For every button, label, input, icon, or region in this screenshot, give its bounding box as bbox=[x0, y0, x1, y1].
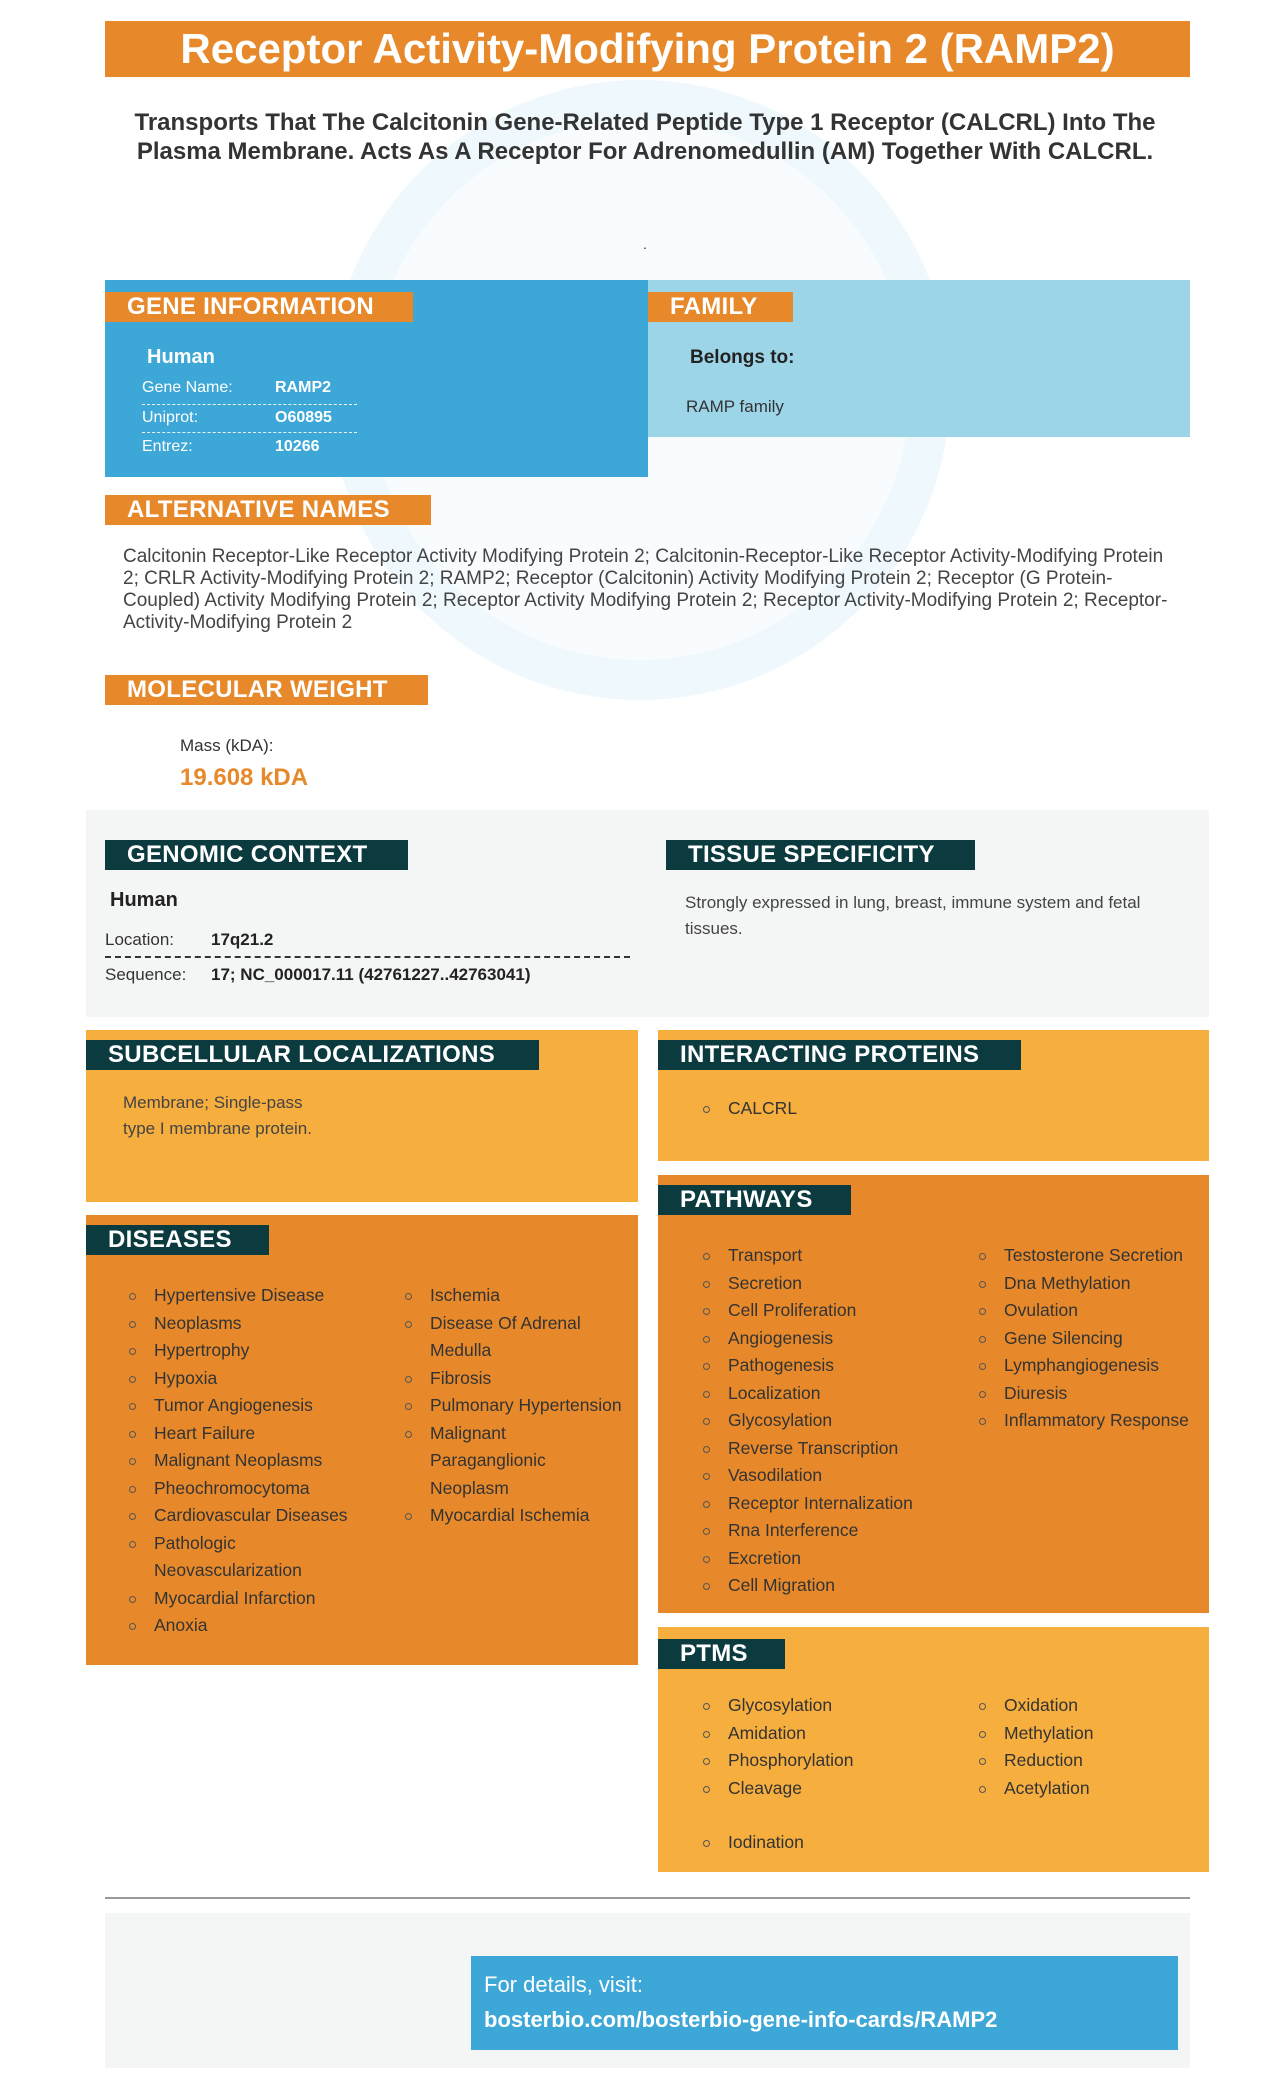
diseases-list-col2 bbox=[405, 1282, 630, 1530]
list-item[interactable]: Cell Migration bbox=[703, 1572, 963, 1600]
footer-link-box[interactable] bbox=[471, 1956, 1178, 2050]
list-item[interactable]: Malignant Neoplasms bbox=[129, 1447, 379, 1475]
page-subtitle: Transports That The Calcitonin Gene-Related Peptide Type 1 Receptor (CALCRL) Into The Plasma Membrane. Acts As A Receptor For Adrenomedullin (AM) Together With CALCRL. bbox=[134, 109, 1156, 165]
footer-link[interactable]: bosterbio.com/bosterbio-gene-info-cards/RAMP2 bbox=[484, 2007, 998, 2032]
list-item[interactable]: Diuresis bbox=[979, 1380, 1204, 1408]
mass-value: 19.608 kDA bbox=[180, 764, 309, 791]
list-item[interactable]: CALCRL bbox=[703, 1095, 797, 1123]
ptms-list-col2 bbox=[979, 1692, 1204, 1802]
gene-info-species: Human bbox=[147, 346, 215, 368]
gene-name-row bbox=[142, 377, 357, 405]
uniprot-row bbox=[142, 405, 357, 433]
list-item[interactable]: Vasodilation bbox=[703, 1462, 963, 1490]
subcellular-panel bbox=[86, 1030, 638, 1202]
list-item[interactable]: Malignant Paraganglionic Neoplasm bbox=[405, 1420, 560, 1503]
list-item[interactable]: Transport bbox=[703, 1242, 963, 1270]
gene-info-panel bbox=[105, 280, 648, 477]
entrez-label: Entrez: bbox=[142, 438, 193, 455]
list-item[interactable]: Secretion bbox=[703, 1270, 963, 1298]
list-item[interactable]: Reverse Transcription bbox=[703, 1435, 963, 1463]
list-item[interactable]: Testosterone Secretion bbox=[979, 1242, 1204, 1270]
genomic-context-header: GENOMIC CONTEXT bbox=[105, 840, 408, 870]
subcellular-header: SUBCELLULAR LOCALIZATIONS bbox=[86, 1040, 539, 1070]
uniprot-label: Uniprot: bbox=[142, 409, 199, 426]
list-item[interactable]: Tumor Angiogenesis bbox=[129, 1392, 379, 1420]
genomic-rows bbox=[105, 926, 630, 988]
list-item[interactable]: Lymphangiogenesis bbox=[979, 1352, 1204, 1380]
list-item[interactable]: Acetylation bbox=[979, 1775, 1204, 1803]
list-item[interactable]: Myocardial Infarction bbox=[129, 1585, 379, 1613]
alternative-names-text: Calcitonin Receptor-Like Receptor Activity Modifying Protein 2; Calcitonin-Receptor-Like Receptor Activity-Modifying Protein 2; CRLR Activity-Modifying Protein 2; RAMP2; Receptor (Calcitonin) Activity Modifying Protein 2; Receptor (G Protein-Coupled) Activity Modifying Protein 2; Receptor Activity Modifying Protein 2; Receptor Activity-Modifying Protein 2; Receptor-Activity-Modifying Protein 2 bbox=[123, 546, 1168, 633]
pathways-panel bbox=[658, 1175, 1209, 1613]
location-label: Location: bbox=[105, 930, 174, 949]
list-item[interactable]: Glycosylation bbox=[703, 1407, 963, 1435]
list-item[interactable]: Inflammatory Response bbox=[979, 1407, 1204, 1435]
diseases-header: DISEASES bbox=[86, 1225, 269, 1255]
gene-info-rows bbox=[142, 377, 357, 460]
list-item[interactable]: Excretion bbox=[703, 1545, 963, 1573]
list-item[interactable]: Localization bbox=[703, 1380, 963, 1408]
list-item[interactable]: Cardiovascular Diseases bbox=[129, 1502, 379, 1530]
footer-divider bbox=[105, 1897, 1190, 1899]
tissue-specificity-text: Strongly expressed in lung, breast, immune system and fetal tissues. bbox=[685, 893, 1141, 938]
list-item[interactable]: Oxidation bbox=[979, 1692, 1204, 1720]
interacting-panel bbox=[658, 1030, 1209, 1161]
list-item[interactable]: Pulmonary Hypertension bbox=[405, 1392, 630, 1420]
family-belongs-label: Belongs to: bbox=[690, 347, 795, 368]
list-item[interactable]: Angiogenesis bbox=[703, 1325, 963, 1353]
entrez-row bbox=[142, 433, 357, 460]
family-value: RAMP family bbox=[686, 397, 784, 416]
list-item[interactable]: Glycosylation bbox=[703, 1692, 963, 1720]
list-item[interactable]: Rna Interference bbox=[703, 1517, 963, 1545]
list-item[interactable]: Phosphorylation bbox=[703, 1747, 963, 1775]
interacting-header: INTERACTING PROTEINS bbox=[658, 1040, 1021, 1070]
list-item[interactable]: Dna Methylation bbox=[979, 1270, 1204, 1298]
dot-mark: . bbox=[643, 236, 647, 252]
uniprot-value[interactable]: O60895 bbox=[275, 409, 332, 426]
subcellular-text: Membrane; Single-pass type I membrane protein. bbox=[123, 1093, 312, 1138]
ptms-list-col1 bbox=[703, 1692, 963, 1802]
pathways-list-col2 bbox=[979, 1242, 1204, 1435]
list-item[interactable]: Hypertrophy bbox=[129, 1337, 379, 1365]
list-item[interactable]: Receptor Internalization bbox=[703, 1490, 963, 1518]
alternative-names-header: ALTERNATIVE NAMES bbox=[105, 495, 431, 525]
location-value: 17q21.2 bbox=[211, 930, 274, 949]
list-item[interactable]: Cleavage bbox=[703, 1775, 963, 1803]
list-item[interactable]: Gene Silencing bbox=[979, 1325, 1204, 1353]
list-item[interactable]: Fibrosis bbox=[405, 1365, 630, 1393]
entrez-value[interactable]: 10266 bbox=[275, 438, 320, 455]
list-item[interactable]: Cell Proliferation bbox=[703, 1297, 963, 1325]
ptms-list-extra bbox=[703, 1829, 963, 1857]
list-item[interactable]: Neoplasms bbox=[129, 1310, 379, 1338]
ptms-panel bbox=[658, 1627, 1209, 1872]
list-item[interactable]: Myocardial Ischemia bbox=[405, 1502, 630, 1530]
ptms-header: PTMS bbox=[658, 1639, 785, 1669]
gene-name-value: RAMP2 bbox=[275, 379, 332, 396]
title-banner bbox=[105, 21, 1190, 77]
list-item[interactable]: Anoxia bbox=[129, 1612, 379, 1640]
family-header: FAMILY bbox=[648, 292, 793, 322]
diseases-panel bbox=[86, 1215, 638, 1665]
gene-name-label: Gene Name: bbox=[142, 379, 233, 396]
pathways-list-col1 bbox=[703, 1242, 963, 1600]
list-item[interactable]: Heart Failure bbox=[129, 1420, 379, 1448]
list-item[interactable]: Pheochromocytoma bbox=[129, 1475, 379, 1503]
mass-label: Mass (kDA): bbox=[180, 736, 274, 755]
genomic-species: Human bbox=[110, 889, 178, 911]
list-item[interactable]: Disease Of Adrenal Medulla bbox=[405, 1310, 595, 1365]
list-item[interactable]: Hypoxia bbox=[129, 1365, 379, 1393]
list-item[interactable]: Ovulation bbox=[979, 1297, 1204, 1325]
list-item[interactable]: Iodination bbox=[703, 1829, 963, 1857]
molecular-weight-header: MOLECULAR WEIGHT bbox=[105, 675, 428, 705]
sequence-row bbox=[105, 958, 630, 988]
list-item[interactable]: Hypertensive Disease bbox=[129, 1282, 379, 1310]
list-item[interactable]: Reduction bbox=[979, 1747, 1204, 1775]
page-title: Receptor Activity-Modifying Protein 2 (RAMP2) bbox=[180, 25, 1115, 72]
tissue-specificity-header: TISSUE SPECIFICITY bbox=[666, 840, 975, 870]
pathways-header: PATHWAYS bbox=[658, 1185, 851, 1215]
sequence-label: Sequence: bbox=[105, 965, 187, 984]
footer-label: For details, visit: bbox=[484, 1972, 643, 1997]
gene-info-header: GENE INFORMATION bbox=[105, 292, 413, 322]
location-row bbox=[105, 926, 630, 958]
list-item[interactable]: Amidation bbox=[703, 1720, 963, 1748]
family-panel bbox=[648, 280, 1190, 437]
list-item[interactable]: Pathogenesis bbox=[703, 1352, 963, 1380]
sequence-value: 17; NC_000017.11 (42761227..42763041) bbox=[211, 965, 531, 984]
list-item[interactable]: Pathologic Neovascularization bbox=[129, 1530, 304, 1585]
list-item[interactable]: Ischemia bbox=[405, 1282, 630, 1310]
list-item[interactable]: Methylation bbox=[979, 1720, 1204, 1748]
interacting-list bbox=[703, 1095, 797, 1123]
diseases-list-col1 bbox=[129, 1282, 379, 1640]
